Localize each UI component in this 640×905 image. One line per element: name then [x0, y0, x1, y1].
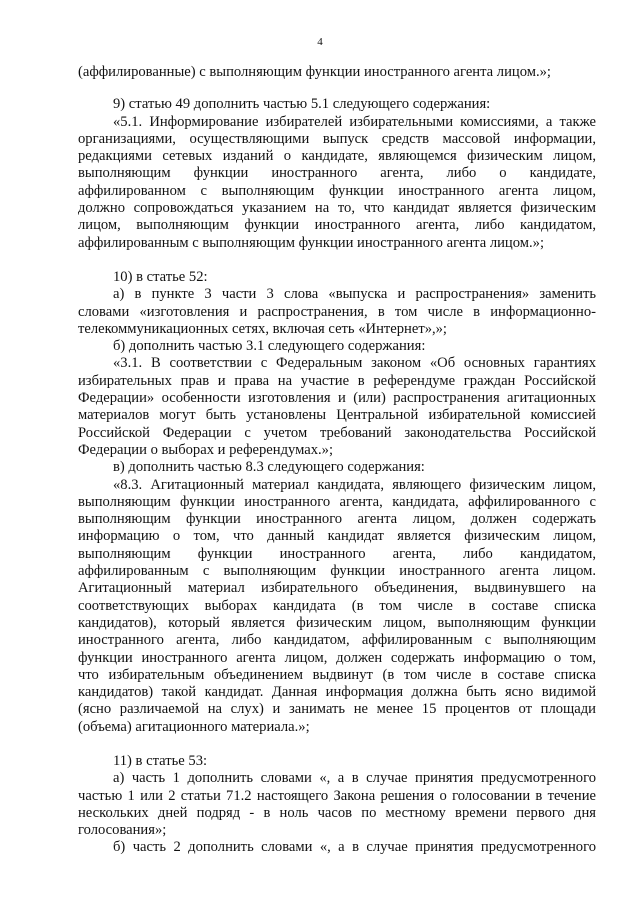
text-line: материалов могут быть установлены Центральной избирательной комиссией	[78, 407, 596, 424]
text-line: выполняющим функции иностранного агента лицом, должен содержать	[78, 511, 596, 528]
text-line: Федерации» особенности изготовления и (или) распространения агитационных	[78, 390, 596, 407]
text-line: нескольких дней подряд - в ноль часов по местному времени первого дня	[78, 804, 596, 821]
text-line: в) дополнить частью 8.3 следующего содержания:	[113, 459, 425, 476]
text-line: Российской Федерации с учетом требований законодательства Российской	[78, 424, 596, 441]
text-line: телекоммуникационных сетях, включая сеть «Интернет»,»;	[78, 320, 447, 337]
text-line: «5.1. Информирование избирателей избирательными комиссиями, а также	[113, 113, 596, 130]
item-10-heading: 10) в статье 52:	[113, 268, 208, 285]
text-line: выполняющим функции иностранного агента, либо кандидатом,	[78, 545, 596, 562]
text-line: «8.3. Агитационный материал кандидата, являющего физическим лицом,	[113, 476, 596, 493]
page-number: 4	[317, 36, 323, 48]
text-line: кандидатов) такой кандидат. Данная информация должна быть ясно видимой	[78, 684, 596, 701]
item-9-heading: 9) статью 49 дополнить частью 5.1 следующего содержания:	[113, 96, 491, 113]
text-line: б) часть 2 дополнить словами «, а в случае принятия предусмотренного	[113, 839, 596, 856]
text-line: функции иностранного агента лицом, должен содержать информацию о том,	[78, 649, 596, 666]
text-line: «3.1. В соответствии с Федеральным законом «Об основных гарантиях	[113, 355, 596, 372]
text-line: словами «изготовления и распространения, в том числе в информационно-	[78, 303, 596, 320]
document-body	[78, 64, 596, 857]
text-line: а) в пункте 3 части 3 слова «выпуска и распространения» заменить	[113, 286, 596, 303]
text-line: информацию о том, что данный кандидат является физическим лицом,	[78, 528, 596, 545]
text-line: кандидатов), который является физическим лицом, выполняющим функции	[78, 614, 596, 631]
text-line: аффилированном с выполняющим функции иностранного агента лицом,	[78, 182, 596, 199]
text-line: голосования»;	[78, 822, 167, 839]
text-line: выполняющим функции иностранного агента, кандидата, аффилированного с	[78, 493, 596, 510]
text-line: б) дополнить частью 3.1 следующего содержания:	[113, 338, 426, 355]
text-line: избирательных прав и права на участие в референдуме граждан Российской	[78, 372, 596, 389]
text-line: аффилированным с выполняющим функции иностранного агента лицом.»;	[78, 234, 544, 251]
text-line: выполняющим функции иностранного агента, либо о кандидате,	[78, 165, 596, 182]
text-line: аффилированным с выполняющим функции иностранного агента лицом.	[78, 563, 596, 580]
text-line: редакциями сетевых изданий о кандидате, являющемся физическим лицом,	[78, 148, 596, 165]
text-line: частью 1 или 2 статьи 71.2 настоящего Закона решения о голосовании в течение	[78, 787, 596, 804]
text-line: (ясно различаемой на слух) и занимать не менее 15 процентов от площади	[78, 701, 596, 718]
text-line: Федерации о выборах и референдумах.»;	[78, 441, 334, 458]
text-line: иностранного агента, либо кандидатом, аффилированным с выполняющим	[78, 632, 596, 649]
text-line: (объема) агитационного материала.»;	[78, 718, 310, 735]
text-line: Агитационный материал избирательного объединения, выдвинувшего на	[78, 580, 596, 597]
text-line: должно сопровождаться указанием на то, что кандидат является физическим	[78, 200, 596, 217]
text-line: организациями, осуществляющими выпуск средств массовой информации,	[78, 130, 596, 147]
text-line: что избирательным объединением выдвинут (в том числе в составе списка	[78, 666, 596, 683]
item-11-heading: 11) в статье 53:	[113, 752, 208, 769]
text-line: соответствующих выборах кандидата (в том числе в составе списка	[78, 597, 596, 614]
text-line: лицом, выполняющим функции иностранного агента, либо кандидатом,	[78, 217, 596, 234]
text-line: а) часть 1 дополнить словами «, а в случае принятия предусмотренного	[113, 770, 596, 787]
text-line: (аффилированные) с выполняющим функции иностранного агента лицом.»;	[78, 64, 551, 80]
